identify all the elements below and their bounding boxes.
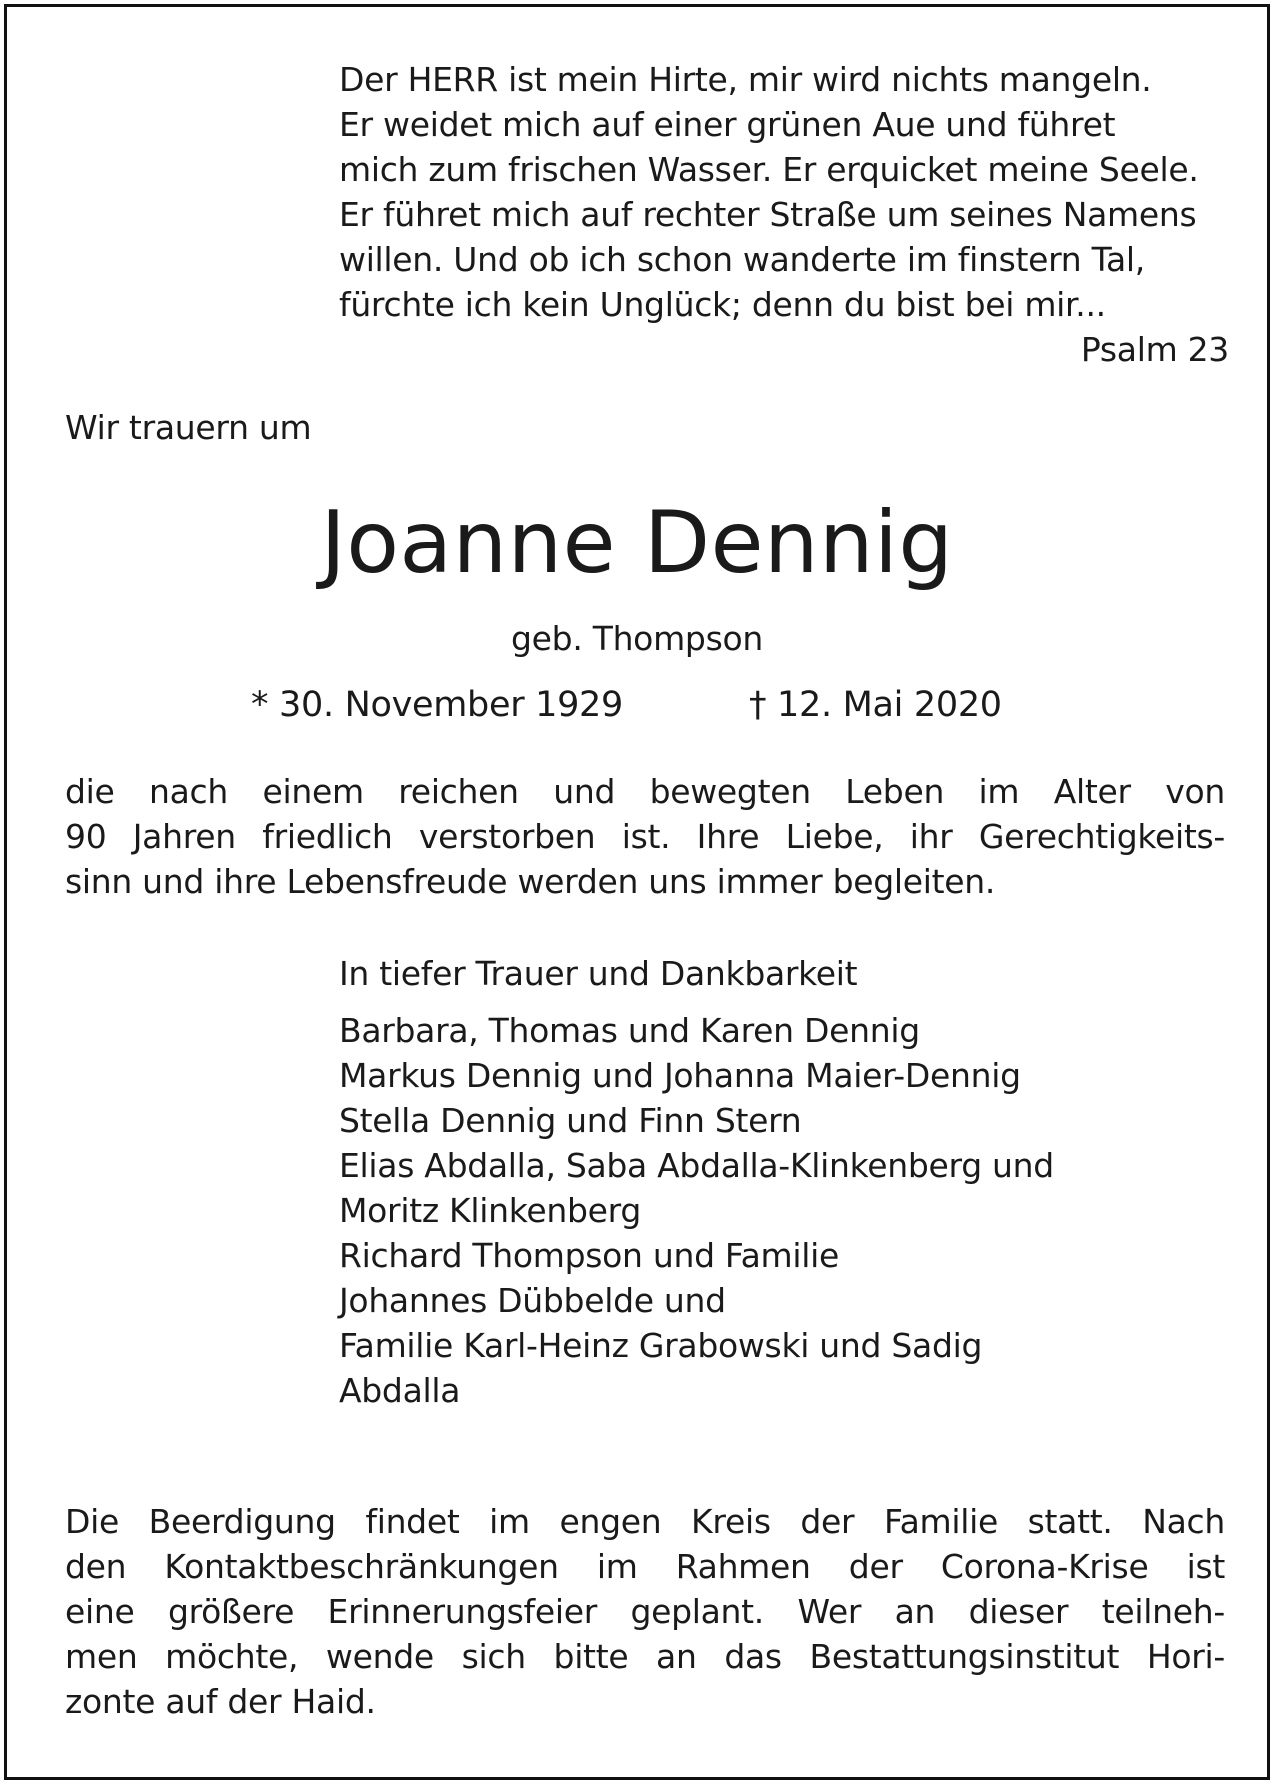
mourner-line: Markus Dennig und Johanna Maier-Dennig — [339, 1056, 1021, 1095]
funeral-line: eine größere Erinnerungsfeier geplant. Wer an dieser teilneh- — [65, 1592, 1225, 1631]
birth-date: * 30. November 1929 — [251, 685, 623, 725]
funeral-line: Die Beerdigung findet im engen Kreis der Familie statt. Nach — [65, 1502, 1225, 1541]
mourner-line: Abdalla — [339, 1371, 461, 1410]
mourner-line: Johannes Dübbelde und — [339, 1281, 726, 1320]
psalm-line: Er führet mich auf rechter Straße um seines Namens — [339, 195, 1197, 234]
funeral-line: zonte auf der Haid. — [65, 1682, 376, 1721]
paragraph-line: 90 Jahren friedlich verstorben ist. Ihre Liebe, ihr Gerechtigkeits- — [65, 817, 1225, 856]
psalm-line: willen. Und ob ich schon wanderte im finstern Tal, — [339, 240, 1145, 279]
mourner-line: Stella Dennig und Finn Stern — [339, 1101, 802, 1140]
obituary-paragraph — [65, 769, 1225, 904]
psalm-line: Der HERR ist mein Hirte, mir wird nichts mangeln. — [339, 60, 1152, 99]
mourners-block — [339, 951, 1219, 1413]
deceased-name: Joanne Dennig — [320, 493, 954, 593]
mourner-line: Barbara, Thomas und Karen Dennig — [339, 1011, 920, 1050]
psalm-line: Er weidet mich auf einer grünen Aue und führet — [339, 105, 1116, 144]
paragraph-line: sinn und ihre Lebensfreude werden uns immer begleiten. — [65, 862, 996, 901]
psalm-line: mich zum frischen Wasser. Er erquicket meine Seele. — [339, 150, 1199, 189]
funeral-line: men möchte, wende sich bitte an das Bestattungsinstitut Hori- — [65, 1637, 1225, 1676]
maiden-name: geb. Thompson — [511, 619, 763, 658]
death-date: † 12. Mai 2020 — [749, 685, 1002, 725]
mourner-line: Familie Karl-Heinz Grabowski und Sadig — [339, 1326, 983, 1365]
funeral-line: den Kontaktbeschränkungen im Rahmen der Corona-Krise ist — [65, 1547, 1225, 1586]
psalm-source: Psalm 23 — [1080, 330, 1229, 369]
closing-phrase: In tiefer Trauer und Dankbarkeit — [339, 954, 858, 993]
mourner-line: Elias Abdalla, Saba Abdalla-Klinkenberg und — [339, 1146, 1054, 1185]
funeral-notice — [65, 1499, 1225, 1724]
psalm-quote — [339, 57, 1229, 372]
paragraph-line: die nach einem reichen und bewegten Leben im Alter von — [65, 772, 1225, 811]
obituary-notice — [4, 4, 1270, 1780]
psalm-line: fürchte ich kein Unglück; denn du bist bei mir... — [339, 285, 1106, 324]
intro-text: Wir trauern um — [65, 408, 312, 447]
mourner-line: Richard Thompson und Familie — [339, 1236, 839, 1275]
mourner-line: Moritz Klinkenberg — [339, 1191, 641, 1230]
